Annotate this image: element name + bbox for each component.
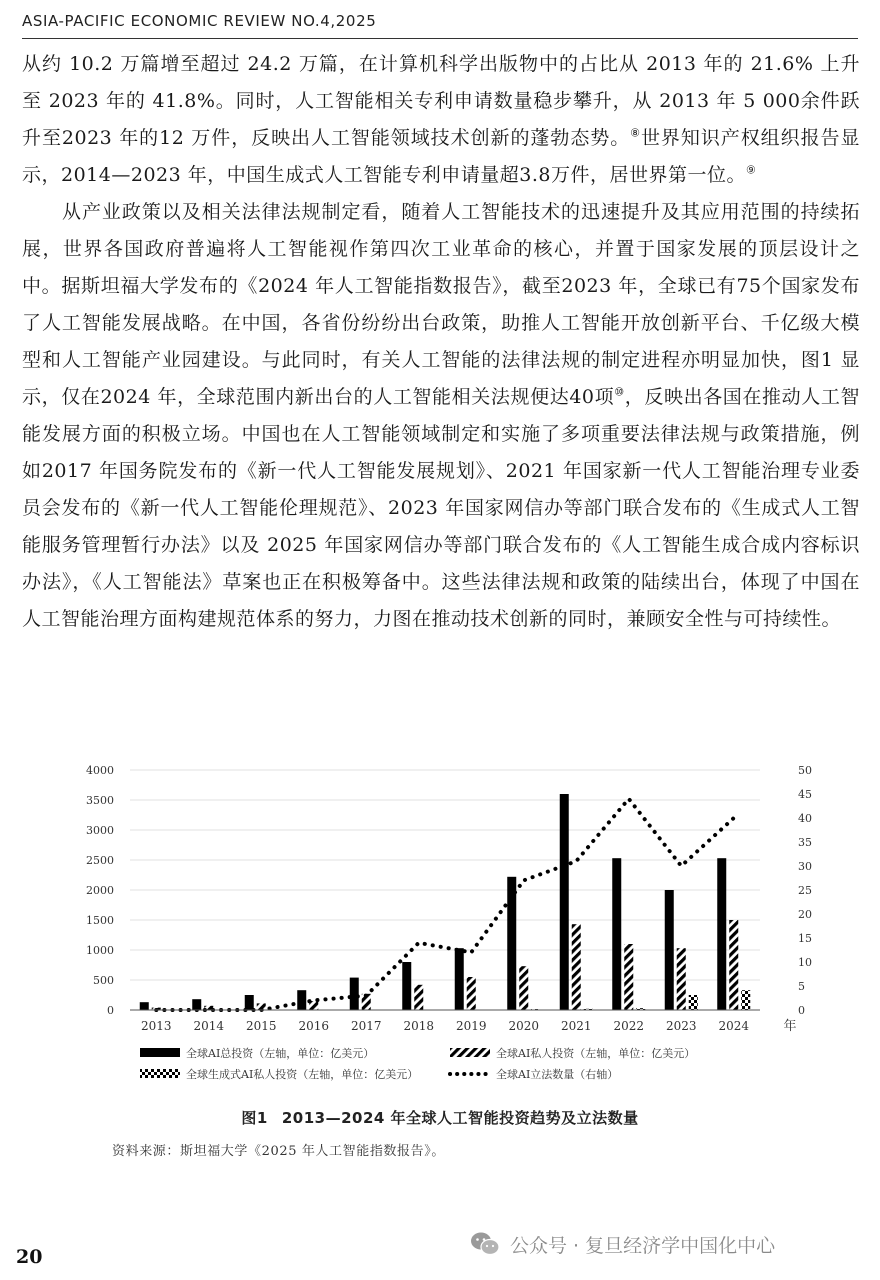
legend-swatch-solid [140, 1048, 180, 1057]
left-axis-tick-label: 1000 [86, 944, 114, 957]
journal-header [22, 10, 858, 39]
bar-solid-2013 [140, 1002, 149, 1010]
bar-solid-2015 [245, 995, 254, 1010]
bar-solid-2017 [350, 978, 359, 1010]
bar-solid-2016 [297, 990, 306, 1010]
x-axis-tick-label: 2021 [560, 1019, 592, 1033]
legend-label: 全球生成式AI私人投资（左轴，单位：亿美元） [186, 1068, 419, 1081]
bar-hatched-2024 [729, 920, 738, 1010]
journal-title: ASIA-PACIFIC ECONOMIC REVIEW NO.4,2025 [22, 12, 377, 30]
bar-solid-2024 [717, 858, 726, 1010]
paragraph-1 [22, 46, 860, 194]
bar-checkered-2024 [741, 990, 750, 1010]
right-axis-tick-label: 40 [798, 812, 812, 825]
right-axis-tick-label: 35 [798, 836, 812, 849]
paragraph-2-text-b: ，反映出各国在推动人工智能发展方面的积极立场。中国也在人工智能领域制定和实施了多项重要法律法规与政策措施，例如2017 年国务院发布的《新一代人工智能发展规划》、2021 年国家新一代人工智能治理专业委员会发布的《新一代人工智能伦理规范》、2023 年国家网信办等部门联合发布的《生成式人工智能服务管理暂行办法》以及 2025 年国家网信办等部门联合发布的《人工智能生成合成内容标识办法》，《人工智能法》草案也正在积极筹备中。这些法律法规和政策的陆续出台，体现了中国在人工智能治理方面构建规范体系的努力，力图在推动技术创新的同时，兼顾安全性与可持续性。 [22, 386, 860, 630]
footnote-ref-10[interactable]: ⑩ [614, 385, 625, 399]
bar-solid-2023 [665, 890, 674, 1010]
legend-label: 全球AI立法数量（右轴） [496, 1068, 619, 1081]
right-axis-tick-label: 45 [798, 788, 812, 801]
x-axis-tick-label: 2017 [350, 1019, 382, 1033]
bar-solid-2022 [612, 858, 621, 1010]
bar-solid-2019 [455, 948, 464, 1010]
watermark [470, 1229, 775, 1259]
right-axis-tick-label: 20 [798, 908, 812, 921]
left-axis-tick-label: 2500 [86, 854, 114, 867]
right-axis-tick-label: 5 [798, 980, 805, 993]
left-axis-tick-label: 4000 [86, 764, 114, 777]
right-axis-tick-label: 25 [798, 884, 812, 897]
figure-source: 资料来源：斯坦福大学《2025 年人工智能指数报告》。 [112, 1144, 445, 1159]
bar-hatched-2023 [677, 948, 686, 1010]
x-axis-tick-label: 2020 [508, 1019, 540, 1033]
left-axis-tick-label: 0 [107, 1004, 114, 1017]
bar-hatched-2022 [624, 944, 633, 1010]
watermark-text: 公众号 · 复旦经济学中国化中心 [510, 1234, 776, 1257]
right-axis-tick-label: 30 [798, 860, 812, 873]
x-axis-tick-label: 2014 [193, 1019, 225, 1033]
x-axis-tick-label: 2015 [245, 1019, 277, 1033]
x-axis-unit-label: 年 [783, 1019, 797, 1034]
bar-hatched-2020 [519, 966, 528, 1010]
left-axis-tick-label: 500 [93, 974, 114, 987]
page-number: 20 [16, 1246, 43, 1268]
paragraph-1-text-b: 世界知识产权组织报告显示，2014—2023 年，中国生成式人工智能专利申请量超3.8万件，居世界第一位。 [22, 127, 860, 186]
x-axis-tick-label: 2019 [455, 1019, 487, 1033]
x-axis-tick-label: 2023 [665, 1019, 697, 1033]
bar-hatched-2021 [572, 924, 581, 1010]
legend-label: 全球AI私人投资（左轴，单位：亿美元） [496, 1047, 696, 1060]
bar-solid-2021 [560, 794, 569, 1010]
x-axis-tick-label: 2024 [718, 1019, 750, 1033]
figure-label: 图1 [241, 1109, 268, 1127]
figure-1-chart [86, 760, 820, 1090]
paragraph-1-text-a: 从约 10.2 万篇增至超过 24.2 万篇，在计算机科学出版物中的占比从 2013 年的 21.6% 上升至 2023 年的 41.8%。同时，人工智能相关专利申请数量稳步攀升，从 2013 年 5 000余件跃升至2023 年的12 万件，反映出人工智能领域技术创新的蓬勃态势。 [22, 53, 860, 149]
right-axis-tick-label: 50 [798, 764, 812, 777]
x-axis-tick-label: 2018 [403, 1019, 435, 1033]
wechat-icon [470, 1231, 500, 1257]
legend-label: 全球AI总投资（左轴，单位：亿美元） [186, 1047, 375, 1060]
bar-solid-2018 [402, 962, 411, 1010]
x-axis-tick-label: 2022 [613, 1019, 645, 1033]
x-axis-tick-label: 2016 [298, 1019, 330, 1033]
bar-solid-2020 [507, 877, 516, 1010]
right-axis-tick-label: 0 [798, 1004, 805, 1017]
legend-swatch-hatched [450, 1048, 490, 1057]
paragraph-2-text-a: 从产业政策以及相关法律法规制定看，随着人工智能技术的迅速提升及其应用范围的持续拓展，世界各国政府普遍将人工智能视作第四次工业革命的核心，并置于国家发展的顶层设计之中。据斯坦福大学发布的《2024 年人工智能指数报告》，截至2023 年，全球已有75个国家发布了人工智能发展战略。在中国，各省份纷纷出台政策，助推人工智能开放创新平台、千亿级大模型和人工智能产业园建设。与此同时，有关人工智能的法律法规的制定进程亦明显加快，图1 显示，仅在2024 年，全球范围内新出台的人工智能相关法规便达40项 [22, 201, 860, 408]
footnote-ref-8[interactable]: ⑧ [630, 126, 641, 140]
footnote-ref-9[interactable]: ⑨ [745, 163, 757, 177]
legend-swatch-checkered [140, 1069, 180, 1078]
left-axis-tick-label: 2000 [86, 884, 114, 897]
left-axis-tick-label: 3000 [86, 824, 114, 837]
bar-hatched-2019 [467, 977, 476, 1010]
paragraph-2 [22, 194, 860, 638]
figure-caption [0, 1107, 880, 1128]
chart-svg [86, 760, 820, 1090]
bar-checkered-2023 [689, 995, 698, 1010]
figure-title: 2013—2024 年全球人工智能投资趋势及立法数量 [281, 1109, 639, 1127]
left-axis-tick-label: 3500 [86, 794, 114, 807]
left-axis-tick-label: 1500 [86, 914, 114, 927]
x-axis-tick-label: 2013 [140, 1019, 172, 1033]
bar-hatched-2018 [414, 985, 423, 1010]
right-axis-tick-label: 10 [798, 956, 812, 969]
article-body [22, 46, 860, 638]
right-axis-tick-label: 15 [798, 932, 812, 945]
legislation-count-line [156, 799, 734, 1010]
